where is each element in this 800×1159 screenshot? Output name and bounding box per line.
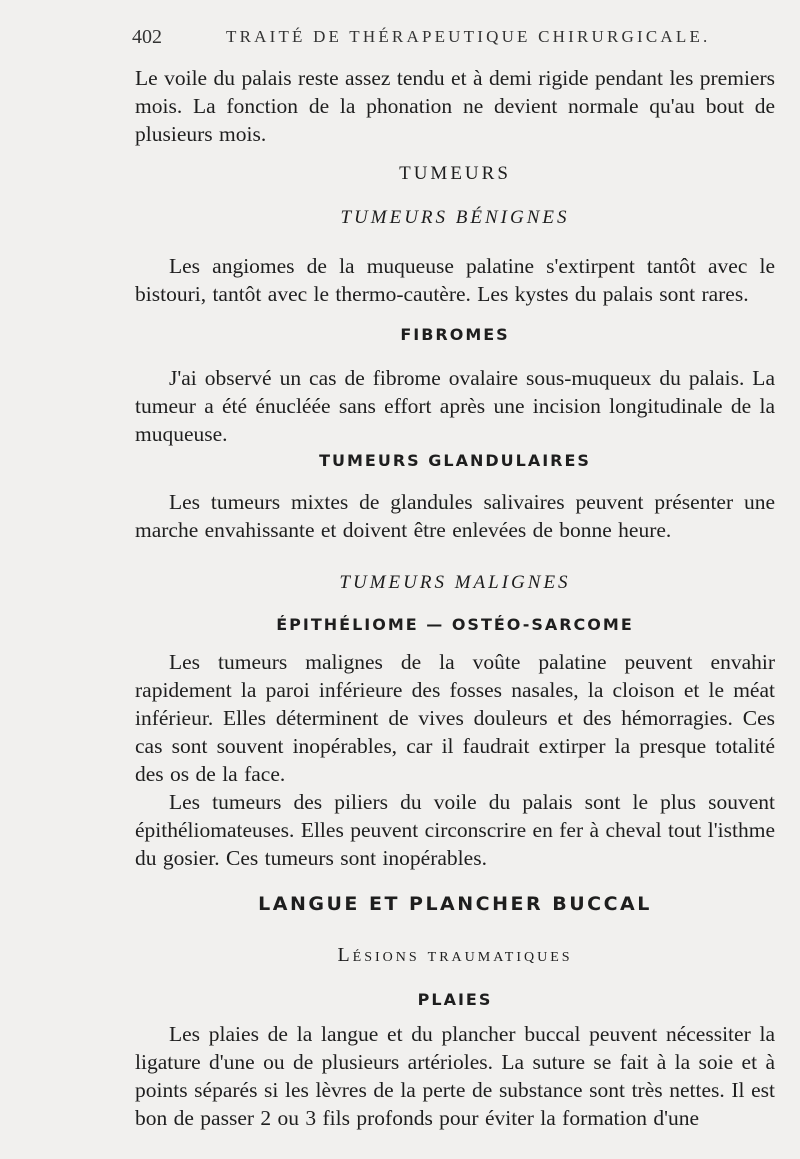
running-head: TRAITÉ DE THÉRAPEUTIQUE CHIRURGICALE.	[226, 27, 711, 46]
subsection-heading-benignes: TUMEURS BÉNIGNES	[340, 207, 570, 228]
heading-tumeurs-glandulaires: TUMEURS GLANDULAIRES	[319, 451, 591, 470]
malignes-paragraph-2: Les tumeurs des piliers du voile du palais sont le plus souvent épithéliomateuses. Elles peuvent circonscrire en fer à cheval tout l'isthme du gosier. Ces tumeurs sont inopérables.	[135, 790, 775, 870]
intro-paragraph: Le voile du palais reste assez tendu et à demi rigide pendant les premiers mois. La fonction de la phonation ne devient normale qu'au bout de plusieurs mois.	[135, 66, 775, 146]
malignes-paragraph-1: Les tumeurs malignes de la voûte palatine peuvent envahir rapidement la paroi inférieure des fosses nasales, la cloison et le méat inférieur. Elles déterminent de vives douleurs et des hémorragies. Ces cas sont souvent inopérables, car il faudrait extirper la presque totalité des os de la face.	[135, 650, 775, 786]
heading-epitheliome-osteo-sarcome: ÉPITHÉLIOME — OSTÉO-SARCOME	[276, 615, 634, 634]
glandulaires-paragraph: Les tumeurs mixtes de glandules salivaires peuvent présenter une marche envahissante et doivent être enlevées de bonne heure.	[135, 490, 775, 542]
fibromes-paragraph-block	[135, 364, 775, 448]
page-header	[132, 26, 772, 54]
heading-fibromes: FIBROMES	[400, 325, 510, 344]
fibromes-paragraph: J'ai observé un cas de fibrome ovalaire sous-muqueux du palais. La tumeur a été énucléée sans effort après une incision longitudinale de la muqueuse.	[135, 366, 775, 446]
subsection-heading-malignes: TUMEURS MALIGNES	[339, 572, 571, 593]
heading-plaies: PLAIES	[417, 990, 493, 1009]
page-number: 402	[132, 26, 162, 48]
plaies-paragraph-block	[135, 1020, 775, 1132]
subsection-heading-lesions-traumatiques: Lésions traumatiques	[337, 944, 573, 966]
malignes-paragraph-block	[135, 648, 775, 872]
plaies-paragraph: Les plaies de la langue et du plancher buccal peuvent nécessiter la ligature d'une ou de plusieurs artérioles. La suture se fait à la soie et à points séparés si les lèvres de la perte de substance sont très nettes. Il est bon de passer 2 ou 3 fils profonds pour éviter la formation d'une	[135, 1022, 775, 1130]
benignes-paragraph-block	[135, 252, 775, 308]
chapter-heading-langue: LANGUE ET PLANCHER BUCCAL	[258, 893, 652, 915]
glandulaires-paragraph-block	[135, 488, 775, 544]
intro-paragraph-block	[135, 64, 775, 148]
benignes-paragraph: Les angiomes de la muqueuse palatine s'extirpent tantôt avec le bistouri, tantôt avec le thermo-cautère. Les kystes du palais sont rares.	[135, 254, 775, 306]
section-heading-tumeurs: TUMEURS	[399, 163, 511, 184]
